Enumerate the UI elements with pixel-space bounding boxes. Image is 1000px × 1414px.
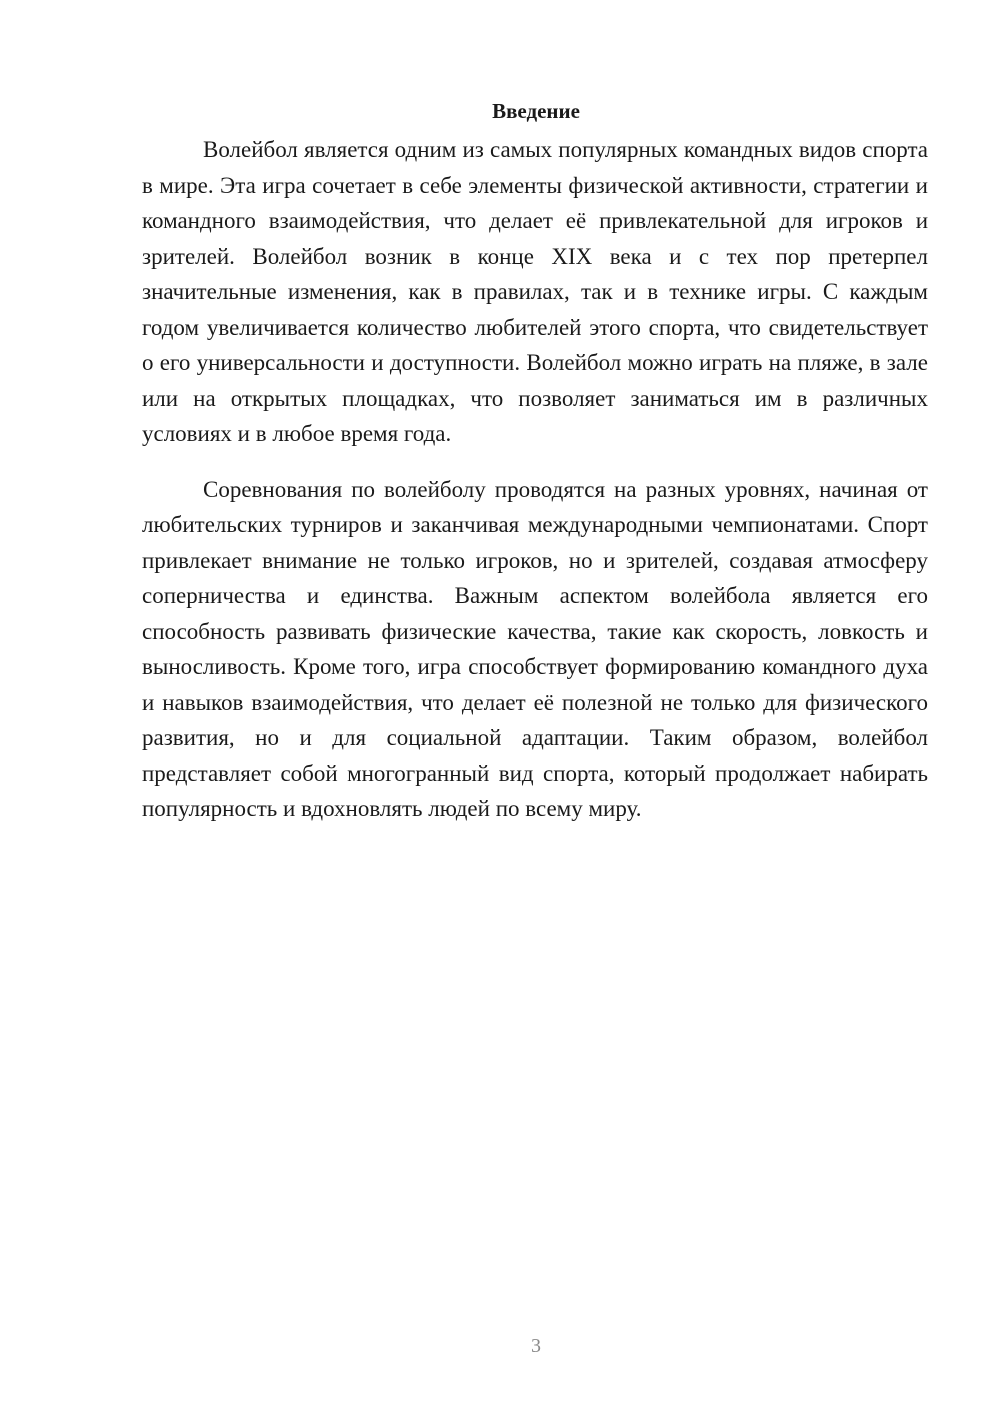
paragraph-1: Волейбол является одним из самых популярных командных видов спорта в мире. Эта игра сочетает в себе элементы физической активности, стратегии и командного взаимодействия, что делает её привлекательной для игроков и зрителей. Волейбол возник в конце XIX века и с тех пор претерпел значительные изменения, как в правилах, так и в технике игры. С каждым годом увеличивается количество любителей этого спорта, что свидетельствует о его универсальности и доступности. Волейбол можно играть на пляже, в зале или на открытых площадках, что позволяет заниматься им в различных условиях и в любое время года.	[142, 137, 928, 446]
paragraph-2: Соревнования по волейболу проводятся на разных уровнях, начиная от любительских турниров и заканчивая международными чемпионатами. Спорт привлекает внимание не только игроков, но и зрителей, создавая атмосферу соперничества и единства. Важным аспектом волейбола является его способность развивать физические качества, такие как скорость, ловкость и выносливость. Кроме того, игра способствует формированию командного духа и навыков взаимодействия, что делает её полезной не только для физического развития, но и для социальной адаптации. Таким образом, волейбол представляет собой многогранный вид спорта, который продолжает набирать популярность и вдохновлять людей по всему миру.	[142, 476, 928, 821]
page-content	[142, 96, 928, 827]
page-number: 3	[531, 1335, 541, 1357]
section-heading: Введение	[492, 99, 580, 123]
